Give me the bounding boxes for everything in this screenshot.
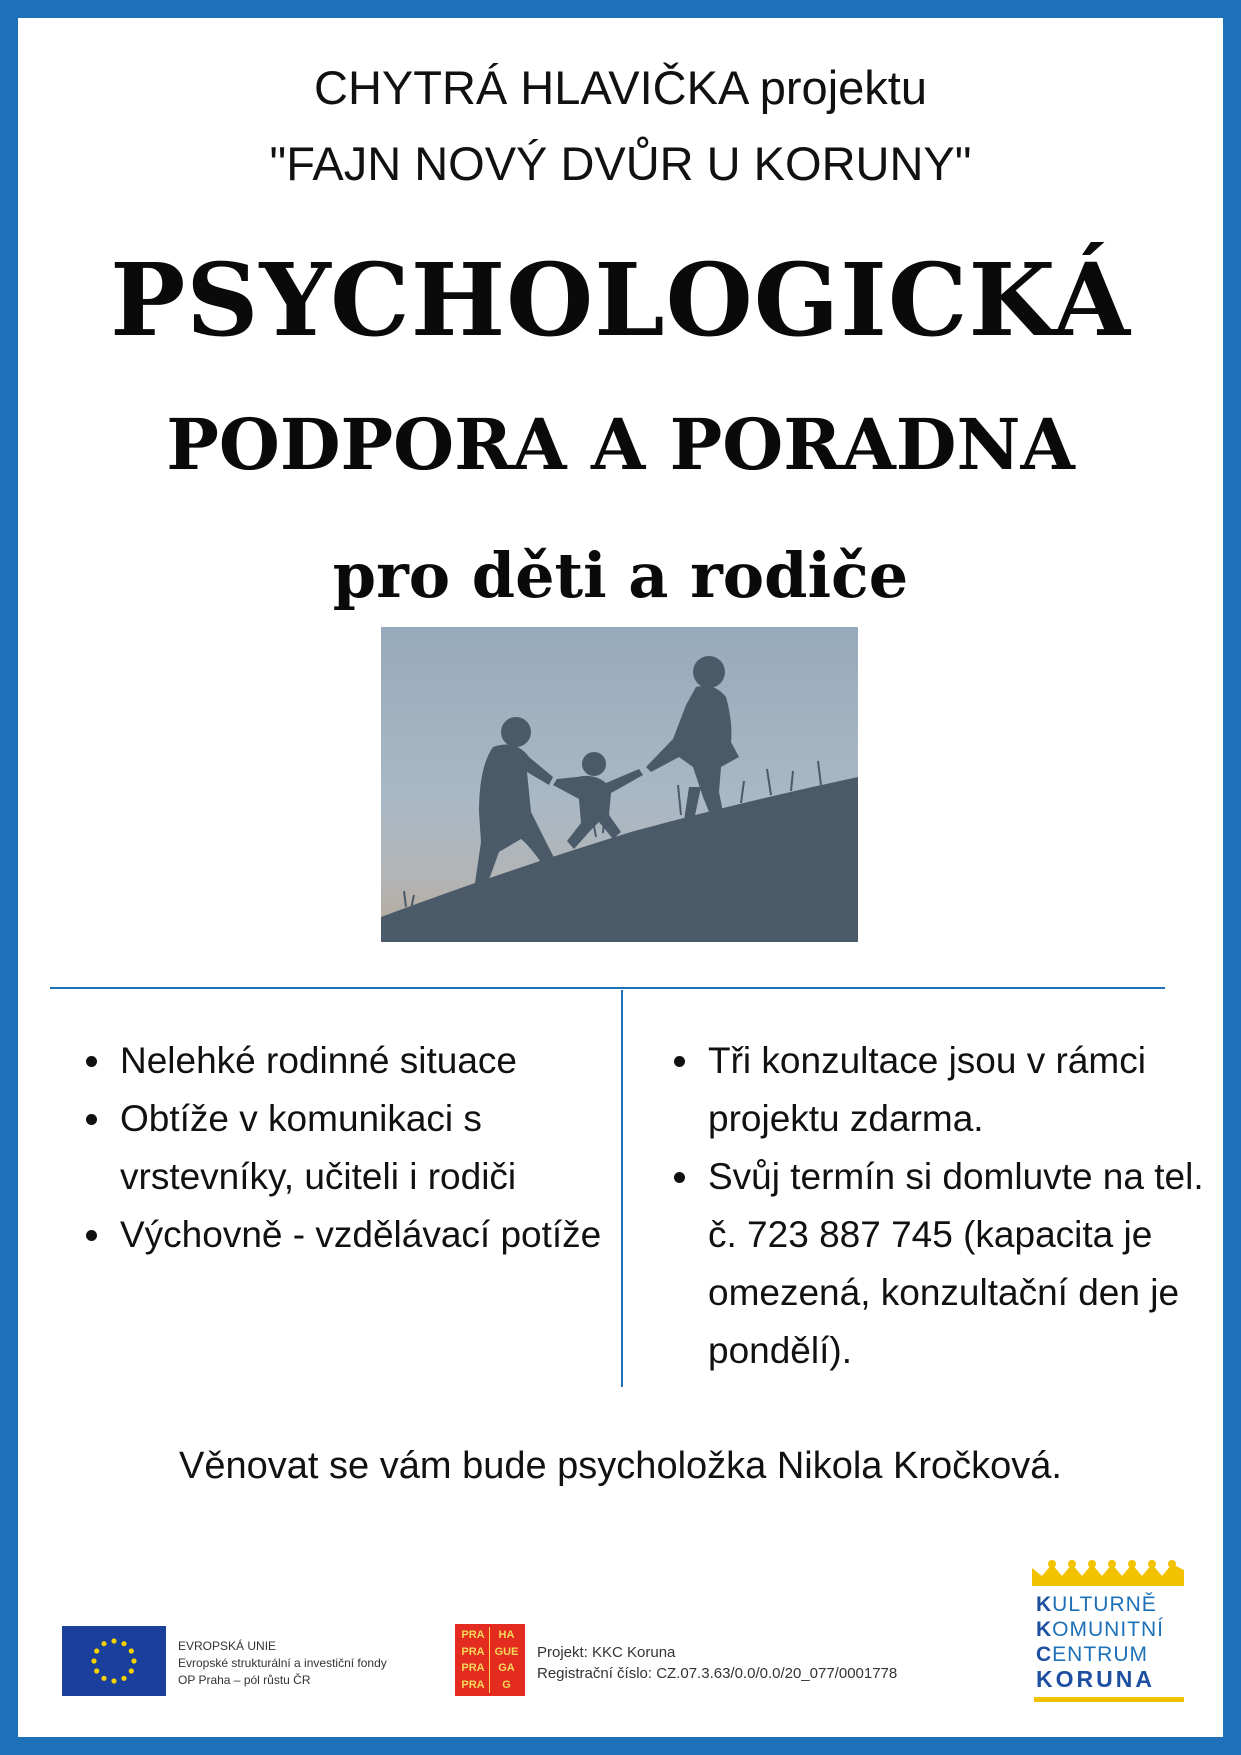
eu-caption	[178, 1638, 387, 1689]
praha-logo	[455, 1624, 525, 1696]
eu-caption-line: Evropské strukturální a investiční fondy	[178, 1656, 387, 1670]
horizontal-divider	[50, 987, 1165, 989]
eu-flag-icon	[62, 1626, 166, 1696]
vertical-divider	[621, 990, 623, 1387]
crown-icon	[1032, 1560, 1184, 1586]
closing-statement: Věnovat se vám bude psycholožka Nikola Kročková.	[179, 1445, 1062, 1487]
kkc-initial: C	[1036, 1643, 1053, 1666]
praha-logo-text: PRA	[457, 1627, 490, 1644]
kkc-koruna-logo	[1036, 1592, 1164, 1692]
list-item: Obtíže v komunikaci s vrstevníky, učiteli i rodiči	[82, 1090, 602, 1206]
kkc-line	[1036, 1617, 1164, 1642]
eu-caption-line: EVROPSKÁ UNIE	[178, 1639, 277, 1653]
kkc-underline	[1034, 1697, 1184, 1702]
praha-logo-text: HA	[498, 1629, 515, 1641]
praha-logo-text: G	[502, 1678, 511, 1691]
praha-logo-text: PRA	[457, 1677, 490, 1694]
intro-line-2: "FAJN NOVÝ DVŮR U KORUNY"	[269, 137, 972, 190]
project-name: Projekt: KKC Koruna	[537, 1644, 676, 1661]
list-item: Tři konzultace jsou v rámci projektu zdarma.	[670, 1032, 1205, 1148]
right-bullet-list	[670, 1032, 1205, 1380]
kkc-koruna-word: KORUNA	[1036, 1666, 1155, 1692]
eu-caption-line: OP Praha – pól růstu ČR	[178, 1673, 311, 1687]
praha-logo-text: PRA	[457, 1644, 490, 1661]
kkc-line	[1036, 1592, 1164, 1617]
kkc-line	[1036, 1642, 1164, 1667]
kkc-initial: K	[1036, 1593, 1053, 1616]
kkc-word: ULTURNĚ	[1052, 1593, 1157, 1616]
registration-number: Registrační číslo: CZ.07.3.63/0.0/0.0/20_077/0001778	[537, 1665, 898, 1682]
list-item: Svůj termín si domluvte na tel. č. 723 887 745 (kapacita je omezená, konzultační den je pondělí).	[670, 1148, 1205, 1380]
list-item: Nelehké rodinné situace	[82, 1032, 602, 1090]
kkc-word: OMUNITNÍ	[1052, 1618, 1164, 1641]
praha-logo-text: GA	[498, 1662, 515, 1674]
family-silhouette-image	[381, 627, 858, 942]
praha-logo-text: GUE	[494, 1645, 519, 1658]
headline-subtitle: PODPORA A PORADNA	[166, 403, 1075, 486]
left-bullet-list	[82, 1032, 602, 1264]
praha-logo-text: PRA	[457, 1660, 490, 1677]
project-caption	[537, 1642, 897, 1684]
headline-audience: pro děti a rodiče	[332, 539, 909, 612]
kkc-word: ENTRUM	[1052, 1643, 1148, 1666]
kkc-initial: K	[1036, 1618, 1053, 1641]
list-item: Výchovně - vzdělávací potíže	[82, 1206, 602, 1264]
intro-line-1: CHYTRÁ HLAVIČKA projektu	[314, 61, 927, 114]
headline-title: PSYCHOLOGICKÁ	[110, 241, 1131, 359]
